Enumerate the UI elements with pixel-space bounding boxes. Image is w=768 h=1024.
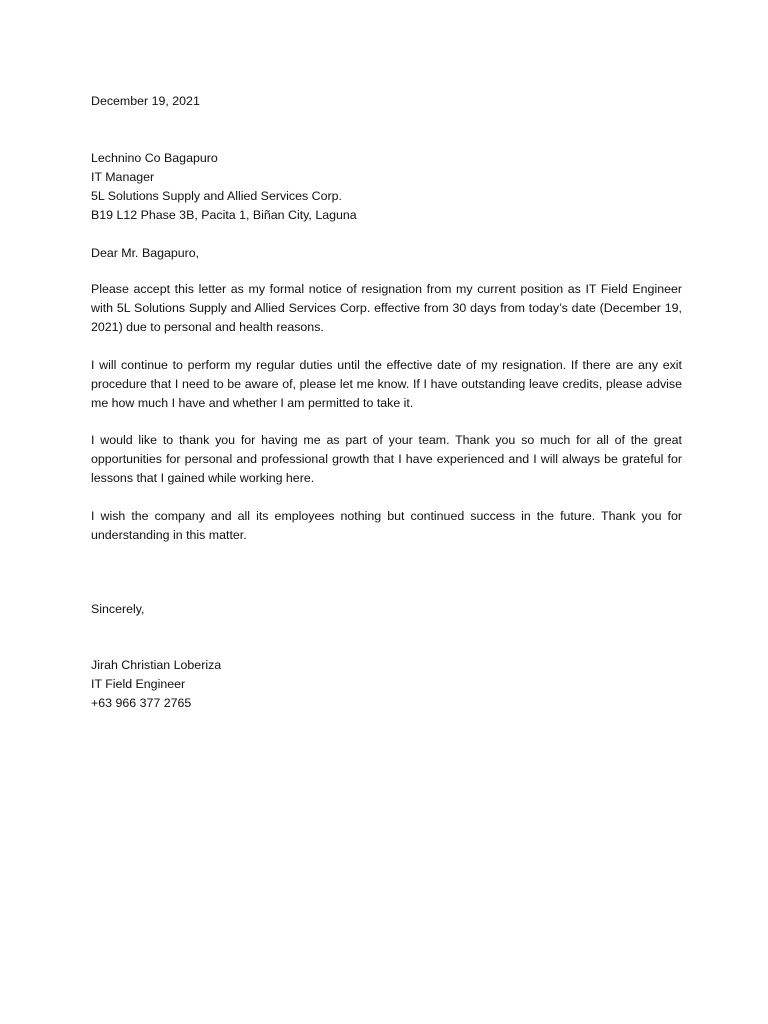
recipient-address: B19 L12 Phase 3B, Pacita 1, Biñan City, Laguna	[91, 208, 357, 222]
salutation-text: Dear Mr. Bagapuro,	[91, 246, 200, 260]
date-text: December 19, 2021	[91, 94, 200, 108]
closing-text: Sincerely,	[91, 602, 145, 616]
salutation	[91, 244, 682, 263]
letter-date	[91, 92, 682, 111]
recipient-block	[91, 149, 682, 225]
recipient-company: 5L Solutions Supply and Allied Services Corp.	[91, 189, 342, 203]
sender-title: IT Field Engineer	[91, 677, 186, 691]
recipient-name: Lechnino Co Bagapuro	[91, 151, 218, 165]
body-paragraph-4: I wish the company and all its employees nothing but continued success in the future. Thank you for understanding in this matter.	[91, 509, 682, 542]
recipient-title: IT Manager	[91, 170, 155, 184]
sender-phone: +63 966 377 2765	[91, 696, 192, 710]
body-paragraph-1: Please accept this letter as my formal notice of resignation from my current position as IT Field Engineer with 5L Solutions Supply and Allied Services Corp. effective from 30 days from today’s date (December 19, 2021) due to personal and health reasons.	[91, 282, 682, 334]
closing	[91, 600, 682, 619]
signature-block	[91, 656, 682, 713]
body-paragraph-2: I will continue to perform my regular duties until the effective date of my resignation. If there are any exit procedure that I need to be aware of, please let me know. If I have outstanding leave credits, please advise me how much I have and whether I am permitted to take it.	[91, 358, 682, 410]
sender-name: Jirah Christian Loberiza	[91, 658, 222, 672]
body-paragraph-3: I would like to thank you for having me as part of your team. Thank you so much for all of the great opportunities for personal and professional growth that I have experienced and I will always be grateful for lessons that I gained while working here.	[91, 433, 682, 485]
